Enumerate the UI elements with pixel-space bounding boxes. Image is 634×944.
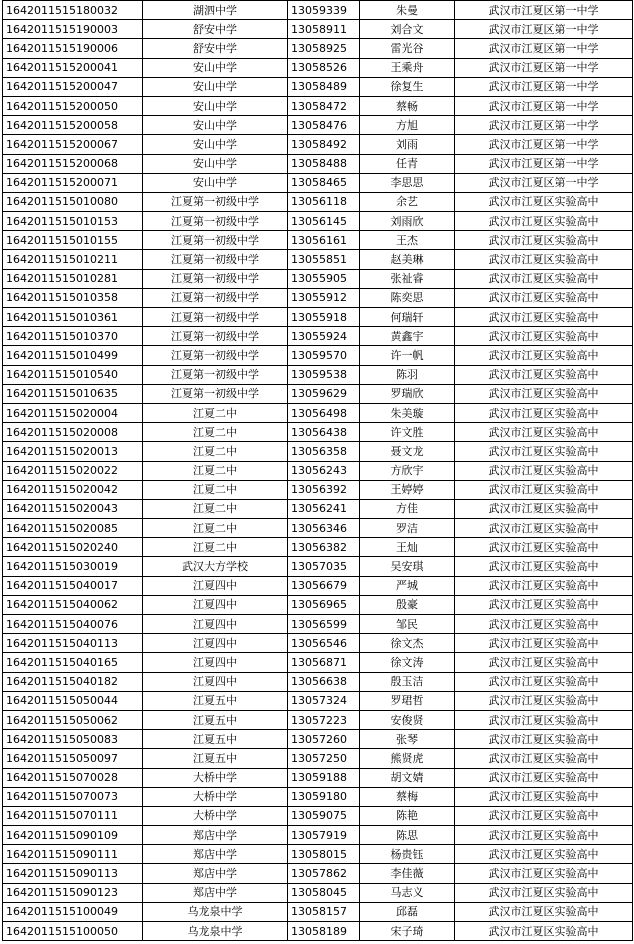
table-row	[3, 403, 633, 422]
exam-number-cell: 1642011515020085	[3, 519, 143, 538]
code-cell: 13056599	[288, 615, 360, 634]
code-cell: 13059339	[288, 1, 360, 20]
exam-number-cell: 1642011515040165	[3, 653, 143, 672]
student-name-cell: 殷豪	[360, 595, 455, 614]
admitted-school-cell: 武汉市江夏区实验高中	[455, 269, 633, 288]
admitted-school-cell: 武汉市江夏区实验高中	[455, 749, 633, 768]
table-row	[3, 768, 633, 787]
exam-number-cell: 1642011515010080	[3, 192, 143, 211]
admitted-school-cell: 武汉市江夏区实验高中	[455, 423, 633, 442]
student-name-cell: 吴安琪	[360, 557, 455, 576]
student-name-cell: 邱磊	[360, 902, 455, 921]
code-cell: 13058488	[288, 154, 360, 173]
admitted-school-cell: 武汉市江夏区实验高中	[455, 902, 633, 921]
admitted-school-cell: 武汉市江夏区实验高中	[455, 710, 633, 729]
school-cell: 江夏第一初级中学	[143, 288, 288, 307]
admitted-school-cell: 武汉市江夏区实验高中	[455, 730, 633, 749]
student-name-cell: 殷玉洁	[360, 672, 455, 691]
admitted-school-cell: 武汉市江夏区实验高中	[455, 922, 633, 941]
code-cell: 13056392	[288, 480, 360, 499]
admitted-school-cell: 武汉市江夏区实验高中	[455, 615, 633, 634]
code-cell: 13056871	[288, 653, 360, 672]
code-cell: 13058476	[288, 116, 360, 135]
student-name-cell: 王杰	[360, 231, 455, 250]
student-name-cell: 王婷婷	[360, 480, 455, 499]
school-cell: 大桥中学	[143, 768, 288, 787]
student-name-cell: 徐文杰	[360, 634, 455, 653]
code-cell: 13059188	[288, 768, 360, 787]
code-cell: 13057250	[288, 749, 360, 768]
school-cell: 江夏四中	[143, 634, 288, 653]
admitted-school-cell: 武汉市江夏区实验高中	[455, 576, 633, 595]
code-cell: 13058925	[288, 39, 360, 58]
school-cell: 江夏二中	[143, 461, 288, 480]
code-cell: 13059570	[288, 346, 360, 365]
exam-number-cell: 1642011515190006	[3, 39, 143, 58]
admitted-school-cell: 武汉市江夏区实验高中	[455, 864, 633, 883]
student-name-cell: 陈羽	[360, 365, 455, 384]
exam-number-cell: 1642011515020240	[3, 538, 143, 557]
student-name-cell: 赵美琳	[360, 250, 455, 269]
table-row	[3, 710, 633, 729]
student-name-cell: 熊贤虎	[360, 749, 455, 768]
table-row	[3, 672, 633, 691]
exam-number-cell: 1642011515040113	[3, 634, 143, 653]
exam-number-cell: 1642011515100050	[3, 922, 143, 941]
admission-table	[2, 0, 633, 941]
school-cell: 江夏第一初级中学	[143, 308, 288, 327]
code-cell: 13056382	[288, 538, 360, 557]
code-cell: 13056241	[288, 499, 360, 518]
table-row	[3, 250, 633, 269]
school-cell: 江夏第一初级中学	[143, 231, 288, 250]
student-name-cell: 蔡梅	[360, 787, 455, 806]
code-cell: 13056358	[288, 442, 360, 461]
school-cell: 大桥中学	[143, 806, 288, 825]
admitted-school-cell: 武汉市江夏区实验高中	[455, 250, 633, 269]
table-body	[3, 1, 633, 941]
code-cell: 13058492	[288, 135, 360, 154]
code-cell: 13056145	[288, 212, 360, 231]
admitted-school-cell: 武汉市江夏区实验高中	[455, 480, 633, 499]
admitted-school-cell: 武汉市江夏区实验高中	[455, 212, 633, 231]
exam-number-cell: 1642011515040076	[3, 615, 143, 634]
student-name-cell: 宋子琦	[360, 922, 455, 941]
exam-number-cell: 1642011515010155	[3, 231, 143, 250]
student-name-cell: 罗珺哲	[360, 691, 455, 710]
student-name-cell: 刘合文	[360, 20, 455, 39]
exam-number-cell: 1642011515030019	[3, 557, 143, 576]
exam-number-cell: 1642011515050097	[3, 749, 143, 768]
table-row	[3, 480, 633, 499]
student-name-cell: 何瑞轩	[360, 308, 455, 327]
school-cell: 江夏四中	[143, 595, 288, 614]
admitted-school-cell: 武汉市江夏区第一中学	[455, 154, 633, 173]
school-cell: 武汉大方学校	[143, 557, 288, 576]
code-cell: 13055912	[288, 288, 360, 307]
school-cell: 安山中学	[143, 154, 288, 173]
admitted-school-cell: 武汉市江夏区实验高中	[455, 231, 633, 250]
table-row	[3, 653, 633, 672]
admitted-school-cell: 武汉市江夏区实验高中	[455, 192, 633, 211]
admitted-school-cell: 武汉市江夏区实验高中	[455, 403, 633, 422]
exam-number-cell: 1642011515020008	[3, 423, 143, 442]
table-row	[3, 365, 633, 384]
school-cell: 舒安中学	[143, 39, 288, 58]
exam-number-cell: 1642011515020004	[3, 403, 143, 422]
exam-number-cell: 1642011515010540	[3, 365, 143, 384]
exam-number-cell: 1642011515070028	[3, 768, 143, 787]
student-name-cell: 刘雨欣	[360, 212, 455, 231]
table-row	[3, 231, 633, 250]
school-cell: 江夏五中	[143, 730, 288, 749]
exam-number-cell: 1642011515070073	[3, 787, 143, 806]
table-row	[3, 173, 633, 192]
table-row	[3, 58, 633, 77]
exam-number-cell: 1642011515020022	[3, 461, 143, 480]
admitted-school-cell: 武汉市江夏区实验高中	[455, 499, 633, 518]
code-cell: 13057035	[288, 557, 360, 576]
school-cell: 安山中学	[143, 135, 288, 154]
table-row	[3, 423, 633, 442]
table-row	[3, 461, 633, 480]
code-cell: 13056965	[288, 595, 360, 614]
exam-number-cell: 1642011515070111	[3, 806, 143, 825]
school-cell: 安山中学	[143, 77, 288, 96]
table-row	[3, 442, 633, 461]
student-name-cell: 朱美璇	[360, 403, 455, 422]
school-cell: 江夏第一初级中学	[143, 192, 288, 211]
code-cell: 13058472	[288, 96, 360, 115]
admitted-school-cell: 武汉市江夏区实验高中	[455, 806, 633, 825]
student-name-cell: 罗洁	[360, 519, 455, 538]
school-cell: 安山中学	[143, 58, 288, 77]
code-cell: 13055851	[288, 250, 360, 269]
code-cell: 13059075	[288, 806, 360, 825]
code-cell: 13056546	[288, 634, 360, 653]
exam-number-cell: 1642011515090123	[3, 883, 143, 902]
table-row	[3, 519, 633, 538]
school-cell: 江夏第一初级中学	[143, 212, 288, 231]
table-row	[3, 538, 633, 557]
student-name-cell: 陈奕思	[360, 288, 455, 307]
school-cell: 安山中学	[143, 96, 288, 115]
student-name-cell: 雷光谷	[360, 39, 455, 58]
exam-number-cell: 1642011515010358	[3, 288, 143, 307]
exam-number-cell: 1642011515020043	[3, 499, 143, 518]
school-cell: 郑店中学	[143, 864, 288, 883]
exam-number-cell: 1642011515040062	[3, 595, 143, 614]
admitted-school-cell: 武汉市江夏区第一中学	[455, 173, 633, 192]
table-row	[3, 116, 633, 135]
student-name-cell: 王灿	[360, 538, 455, 557]
table-row	[3, 96, 633, 115]
school-cell: 江夏二中	[143, 538, 288, 557]
code-cell: 13055924	[288, 327, 360, 346]
admitted-school-cell: 武汉市江夏区第一中学	[455, 77, 633, 96]
admitted-school-cell: 武汉市江夏区实验高中	[455, 538, 633, 557]
admitted-school-cell: 武汉市江夏区第一中学	[455, 96, 633, 115]
school-cell: 江夏二中	[143, 480, 288, 499]
code-cell: 13059180	[288, 787, 360, 806]
student-name-cell: 张琴	[360, 730, 455, 749]
student-name-cell: 陈思	[360, 826, 455, 845]
student-name-cell: 聂文龙	[360, 442, 455, 461]
admitted-school-cell: 武汉市江夏区第一中学	[455, 116, 633, 135]
admitted-school-cell: 武汉市江夏区实验高中	[455, 768, 633, 787]
admitted-school-cell: 武汉市江夏区第一中学	[455, 135, 633, 154]
code-cell: 13056346	[288, 519, 360, 538]
table-row	[3, 806, 633, 825]
student-name-cell: 马志义	[360, 883, 455, 902]
admitted-school-cell: 武汉市江夏区实验高中	[455, 595, 633, 614]
table-row	[3, 384, 633, 403]
admitted-school-cell: 武汉市江夏区实验高中	[455, 883, 633, 902]
code-cell: 13055905	[288, 269, 360, 288]
student-name-cell: 徐复生	[360, 77, 455, 96]
school-cell: 江夏二中	[143, 423, 288, 442]
exam-number-cell: 1642011515040182	[3, 672, 143, 691]
table-row	[3, 499, 633, 518]
table-row	[3, 308, 633, 327]
school-cell: 湖泗中学	[143, 1, 288, 20]
admitted-school-cell: 武汉市江夏区实验高中	[455, 653, 633, 672]
table-row	[3, 269, 633, 288]
student-name-cell: 许文胜	[360, 423, 455, 442]
code-cell: 13056679	[288, 576, 360, 595]
school-cell: 江夏第一初级中学	[143, 327, 288, 346]
student-name-cell: 徐文涛	[360, 653, 455, 672]
exam-number-cell: 1642011515050083	[3, 730, 143, 749]
table-row	[3, 902, 633, 921]
table-row	[3, 192, 633, 211]
exam-number-cell: 1642011515050044	[3, 691, 143, 710]
code-cell: 13056243	[288, 461, 360, 480]
admitted-school-cell: 武汉市江夏区实验高中	[455, 672, 633, 691]
admitted-school-cell: 武汉市江夏区第一中学	[455, 1, 633, 20]
code-cell: 13058465	[288, 173, 360, 192]
student-name-cell: 罗瑞欣	[360, 384, 455, 403]
table-row	[3, 212, 633, 231]
student-name-cell: 余艺	[360, 192, 455, 211]
code-cell: 13058157	[288, 902, 360, 921]
student-name-cell: 杨贵钰	[360, 845, 455, 864]
table-row	[3, 749, 633, 768]
exam-number-cell: 1642011515010153	[3, 212, 143, 231]
school-cell: 江夏二中	[143, 499, 288, 518]
student-name-cell: 李思思	[360, 173, 455, 192]
table-row	[3, 595, 633, 614]
code-cell: 13059538	[288, 365, 360, 384]
school-cell: 江夏二中	[143, 442, 288, 461]
table-row	[3, 20, 633, 39]
code-cell: 13057862	[288, 864, 360, 883]
exam-number-cell: 1642011515010370	[3, 327, 143, 346]
table-row	[3, 634, 633, 653]
code-cell: 13056438	[288, 423, 360, 442]
school-cell: 郑店中学	[143, 883, 288, 902]
school-cell: 江夏第一初级中学	[143, 269, 288, 288]
student-name-cell: 安俊贤	[360, 710, 455, 729]
exam-number-cell: 1642011515200047	[3, 77, 143, 96]
school-cell: 江夏五中	[143, 691, 288, 710]
code-cell: 13058045	[288, 883, 360, 902]
school-cell: 江夏第一初级中学	[143, 250, 288, 269]
school-cell: 江夏四中	[143, 576, 288, 595]
exam-number-cell: 1642011515200058	[3, 116, 143, 135]
admitted-school-cell: 武汉市江夏区实验高中	[455, 327, 633, 346]
admitted-school-cell: 武汉市江夏区实验高中	[455, 442, 633, 461]
admitted-school-cell: 武汉市江夏区实验高中	[455, 461, 633, 480]
school-cell: 郑店中学	[143, 826, 288, 845]
admitted-school-cell: 武汉市江夏区第一中学	[455, 58, 633, 77]
exam-number-cell: 1642011515010635	[3, 384, 143, 403]
exam-number-cell: 1642011515200041	[3, 58, 143, 77]
admitted-school-cell: 武汉市江夏区实验高中	[455, 519, 633, 538]
code-cell: 13059629	[288, 384, 360, 403]
admitted-school-cell: 武汉市江夏区实验高中	[455, 634, 633, 653]
table-row	[3, 327, 633, 346]
table-row	[3, 864, 633, 883]
student-name-cell: 王乘舟	[360, 58, 455, 77]
admitted-school-cell: 武汉市江夏区实验高中	[455, 691, 633, 710]
exam-number-cell: 1642011515040017	[3, 576, 143, 595]
admitted-school-cell: 武汉市江夏区第一中学	[455, 20, 633, 39]
table-row	[3, 826, 633, 845]
exam-number-cell: 1642011515010361	[3, 308, 143, 327]
table-row	[3, 135, 633, 154]
student-name-cell: 李佳薇	[360, 864, 455, 883]
code-cell: 13057260	[288, 730, 360, 749]
exam-number-cell: 1642011515200071	[3, 173, 143, 192]
code-cell: 13057223	[288, 710, 360, 729]
exam-number-cell: 1642011515100049	[3, 902, 143, 921]
school-cell: 江夏四中	[143, 653, 288, 672]
exam-number-cell: 1642011515200050	[3, 96, 143, 115]
table-row	[3, 77, 633, 96]
student-name-cell: 方佳	[360, 499, 455, 518]
student-name-cell: 方欣宇	[360, 461, 455, 480]
student-name-cell: 胡文婧	[360, 768, 455, 787]
school-cell: 郑店中学	[143, 845, 288, 864]
exam-number-cell: 1642011515020042	[3, 480, 143, 499]
student-name-cell: 陈艳	[360, 806, 455, 825]
code-cell: 13056498	[288, 403, 360, 422]
exam-number-cell: 1642011515090113	[3, 864, 143, 883]
exam-number-cell: 1642011515020013	[3, 442, 143, 461]
school-cell: 江夏第一初级中学	[143, 346, 288, 365]
table-row	[3, 845, 633, 864]
school-cell: 安山中学	[143, 116, 288, 135]
school-cell: 江夏五中	[143, 710, 288, 729]
table-row	[3, 576, 633, 595]
table-row	[3, 730, 633, 749]
admitted-school-cell: 武汉市江夏区实验高中	[455, 557, 633, 576]
school-cell: 舒安中学	[143, 20, 288, 39]
exam-number-cell: 1642011515190003	[3, 20, 143, 39]
admitted-school-cell: 武汉市江夏区实验高中	[455, 308, 633, 327]
admitted-school-cell: 武汉市江夏区实验高中	[455, 288, 633, 307]
table-row	[3, 39, 633, 58]
table-row	[3, 883, 633, 902]
exam-number-cell: 1642011515180032	[3, 1, 143, 20]
code-cell: 13058489	[288, 77, 360, 96]
student-name-cell: 蔡畅	[360, 96, 455, 115]
school-cell: 安山中学	[143, 173, 288, 192]
table-row	[3, 288, 633, 307]
code-cell: 13056638	[288, 672, 360, 691]
exam-number-cell: 1642011515010211	[3, 250, 143, 269]
table-row	[3, 691, 633, 710]
admitted-school-cell: 武汉市江夏区实验高中	[455, 384, 633, 403]
code-cell: 13057919	[288, 826, 360, 845]
school-cell: 江夏四中	[143, 672, 288, 691]
table-row	[3, 154, 633, 173]
school-cell: 大桥中学	[143, 787, 288, 806]
code-cell: 13056161	[288, 231, 360, 250]
exam-number-cell: 1642011515050062	[3, 710, 143, 729]
admitted-school-cell: 武汉市江夏区实验高中	[455, 845, 633, 864]
code-cell: 13058911	[288, 20, 360, 39]
student-name-cell: 黄鑫宇	[360, 327, 455, 346]
admitted-school-cell: 武汉市江夏区实验高中	[455, 365, 633, 384]
code-cell: 13058526	[288, 58, 360, 77]
code-cell: 13058015	[288, 845, 360, 864]
exam-number-cell: 1642011515010281	[3, 269, 143, 288]
table-row	[3, 1, 633, 20]
admitted-school-cell: 武汉市江夏区第一中学	[455, 39, 633, 58]
student-name-cell: 方旭	[360, 116, 455, 135]
student-name-cell: 刘雨	[360, 135, 455, 154]
student-name-cell: 朱曼	[360, 1, 455, 20]
student-name-cell: 张祉睿	[360, 269, 455, 288]
student-name-cell: 严城	[360, 576, 455, 595]
student-name-cell: 许一帆	[360, 346, 455, 365]
school-cell: 乌龙泉中学	[143, 922, 288, 941]
school-cell: 江夏二中	[143, 403, 288, 422]
table-row	[3, 922, 633, 941]
school-cell: 江夏第一初级中学	[143, 365, 288, 384]
admitted-school-cell: 武汉市江夏区实验高中	[455, 826, 633, 845]
code-cell: 13057324	[288, 691, 360, 710]
student-name-cell: 邹民	[360, 615, 455, 634]
admitted-school-cell: 武汉市江夏区实验高中	[455, 346, 633, 365]
table-row	[3, 346, 633, 365]
admitted-school-cell: 武汉市江夏区实验高中	[455, 787, 633, 806]
table-row	[3, 787, 633, 806]
school-cell: 江夏五中	[143, 749, 288, 768]
table-row	[3, 615, 633, 634]
school-cell: 乌龙泉中学	[143, 902, 288, 921]
code-cell: 13056118	[288, 192, 360, 211]
exam-number-cell: 1642011515090111	[3, 845, 143, 864]
school-cell: 江夏二中	[143, 519, 288, 538]
exam-number-cell: 1642011515200068	[3, 154, 143, 173]
school-cell: 江夏第一初级中学	[143, 384, 288, 403]
exam-number-cell: 1642011515090109	[3, 826, 143, 845]
school-cell: 江夏四中	[143, 615, 288, 634]
table-row	[3, 557, 633, 576]
exam-number-cell: 1642011515200067	[3, 135, 143, 154]
code-cell: 13055918	[288, 308, 360, 327]
student-name-cell: 任青	[360, 154, 455, 173]
code-cell: 13058189	[288, 922, 360, 941]
exam-number-cell: 1642011515010499	[3, 346, 143, 365]
